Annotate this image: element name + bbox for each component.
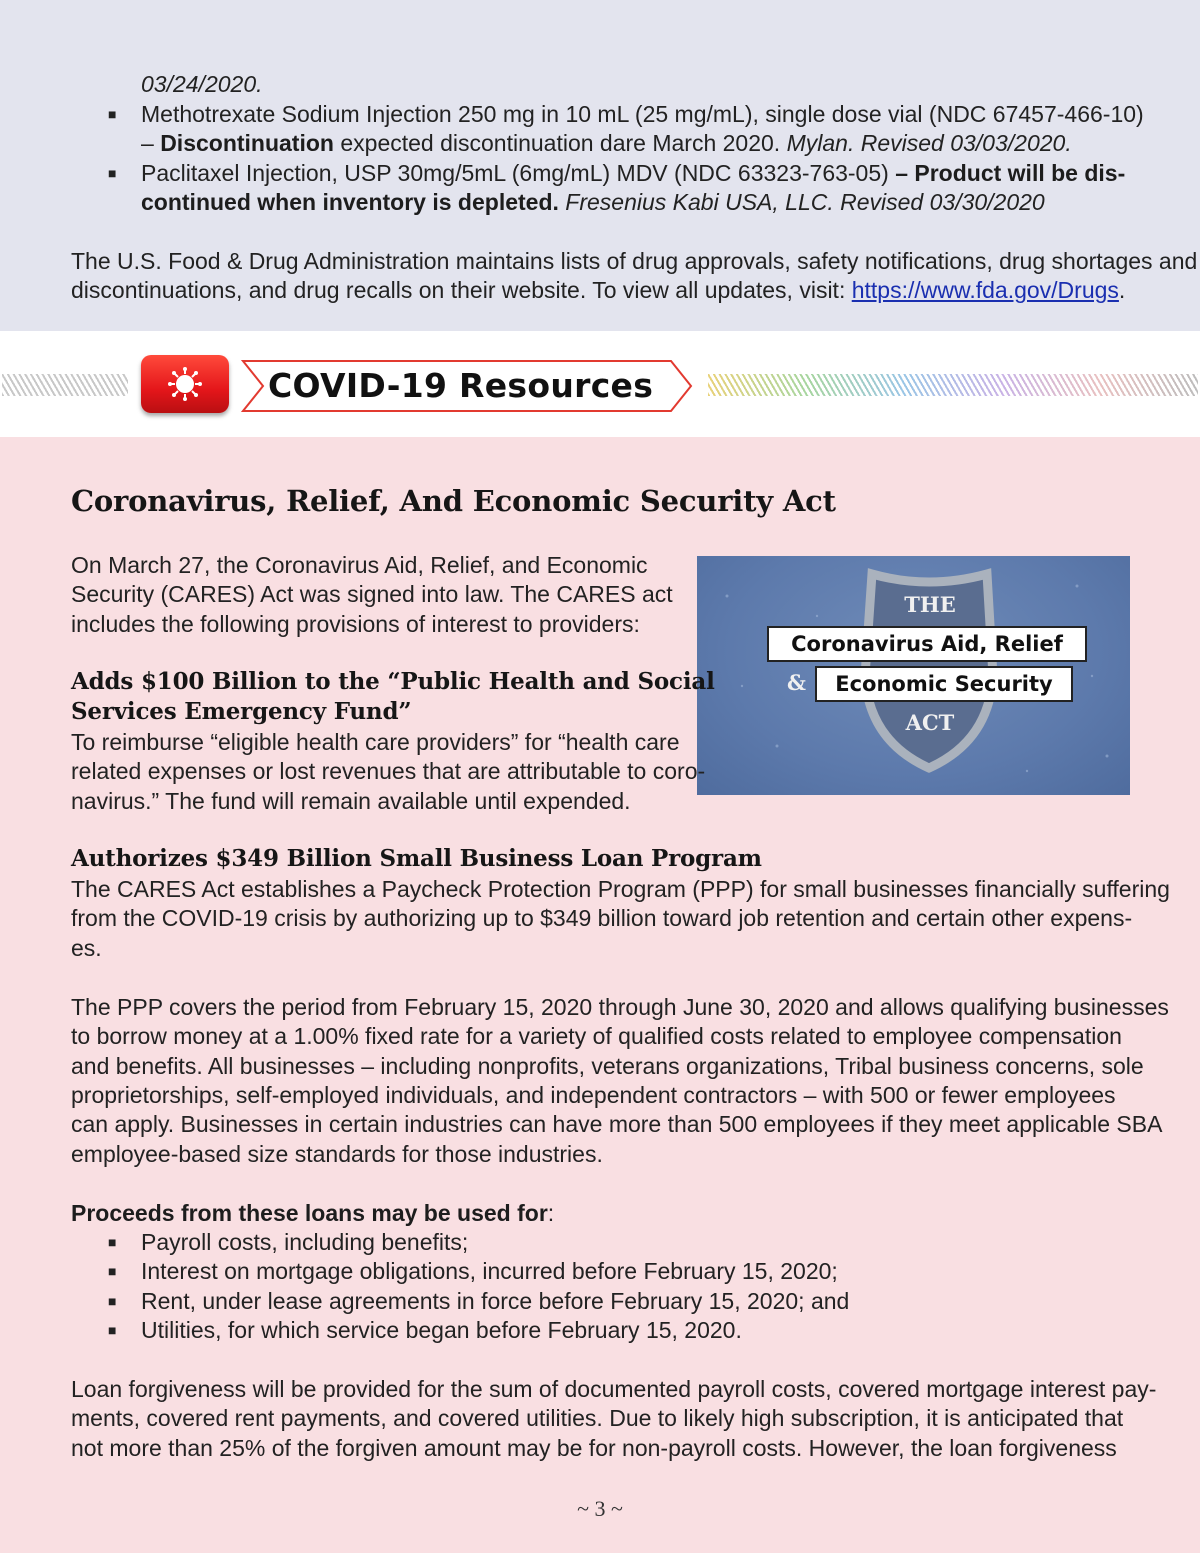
- section2-body-line: es.: [71, 935, 102, 961]
- section2-body-line: from the COVID-19 crisis by authorizing up to $349 billion toward job retention and certain other expens-: [71, 905, 1133, 931]
- proceeds-item: Utilities, for which service began before February 15, 2020.: [141, 1317, 742, 1343]
- intro-line: includes the following provisions of interest to providers:: [71, 611, 640, 637]
- fda-link[interactable]: https://www.fda.gov/Drugs: [851, 277, 1119, 303]
- drug-item-line2: continued when inventory is depleted. Fresenius Kabi USA, LLC. Revised 03/30/2020: [141, 189, 1045, 215]
- section1-heading-line2: Services Emergency Fund”: [71, 698, 412, 725]
- bullet-icon: ■: [108, 106, 117, 122]
- section1-heading-line1: Adds $100 Billion to the “Public Health and Social: [71, 668, 715, 695]
- page-number: ~ 3 ~: [577, 1496, 623, 1521]
- section1-body-line: To reimburse “eligible health care providers” for “health care: [71, 729, 680, 755]
- fda-note-line2: discontinuations, and drug recalls on their website. To view all updates, visit: https://www.fda.gov/Drugs.: [71, 277, 1126, 303]
- banner-title: COVID-19 Resources: [268, 366, 654, 405]
- bullet-icon: ■: [108, 165, 117, 181]
- forgiveness-line: not more than 25% of the forgiven amount may be for non-payroll costs. However, the loan forgiveness: [71, 1435, 1117, 1461]
- section1-body-line: navirus.” The fund will remain available until expended.: [71, 788, 631, 814]
- ppp-line: The PPP covers the period from February 15, 2020 through June 30, 2020 and allows qualifying businesses: [71, 994, 1169, 1020]
- decorative-stripes-right: [708, 374, 1198, 396]
- section2-body-line: The CARES Act establishes a Paycheck Protection Program (PPP) for small businesses financially suffering: [71, 876, 1170, 902]
- bullet-icon: ■: [108, 1263, 117, 1279]
- fda-note-line1: The U.S. Food & Drug Administration maintains lists of drug approvals, safety notifications, drug shortages and: [71, 248, 1198, 274]
- cares-act-image: [697, 556, 1130, 795]
- drug-item-line1: Methotrexate Sodium Injection 250 mg in 10 mL (25 mg/mL), single dose vial (NDC 67457-466-10): [141, 101, 1144, 127]
- article-heading: Coronavirus, Relief, And Economic Security Act: [71, 484, 836, 518]
- ppp-line: proprietorships, self-employed individuals, and independent contractors – with 500 or fewer employees: [71, 1082, 1116, 1108]
- virus-button-icon: [141, 355, 229, 413]
- image-the: THE: [904, 592, 956, 617]
- proceeds-item: Payroll costs, including benefits;: [141, 1229, 469, 1255]
- decorative-stripes-left: [2, 374, 128, 396]
- proceeds-item: Rent, under lease agreements in force before February 15, 2020; and: [141, 1288, 850, 1314]
- image-line2: Economic Security: [815, 666, 1073, 702]
- image-line1: Coronavirus Aid, Relief: [767, 626, 1087, 662]
- bullet-icon: ■: [108, 1322, 117, 1338]
- intro-line: On March 27, the Coronavirus Aid, Relief, and Economic: [71, 552, 648, 578]
- image-amp: &: [787, 670, 806, 695]
- ppp-line: employee-based size standards for those industries.: [71, 1141, 603, 1167]
- section2-heading: Authorizes $349 Billion Small Business Loan Program: [71, 845, 762, 872]
- bullet-icon: ■: [108, 1293, 117, 1309]
- intro-line: Security (CARES) Act was signed into law. The CARES act: [71, 581, 673, 607]
- drug-item-line1: Paclitaxel Injection, USP 30mg/5mL (6mg/mL) MDV (NDC 63323-763-05) – Product will be dis-: [141, 160, 1126, 186]
- forgiveness-line: Loan forgiveness will be provided for the sum of documented payroll costs, covered mortgage interest pay-: [71, 1376, 1157, 1402]
- proceeds-item: Interest on mortgage obligations, incurred before February 15, 2020;: [141, 1258, 838, 1284]
- drug-item-line2: – Discontinuation expected discontinuation dare March 2020. Mylan. Revised 03/03/2020.: [141, 130, 1072, 156]
- ppp-line: to borrow money at a 1.00% fixed rate for a variety of qualified costs related to employee compensation: [71, 1023, 1122, 1049]
- ppp-line: and benefits. All businesses – including nonprofits, veterans organizations, Tribal business concerns, sole: [71, 1053, 1144, 1079]
- date-continuation: 03/24/2020.: [141, 71, 263, 97]
- virus-icon: [141, 355, 229, 413]
- section1-body-line: related expenses or lost revenues that are attributable to coro-: [71, 758, 706, 784]
- proceeds-label: Proceeds from these loans may be used for:: [71, 1200, 555, 1226]
- ppp-line: can apply. Businesses in certain industries can have more than 500 employees if they meet applicable SBA: [71, 1111, 1163, 1137]
- forgiveness-line: ments, covered rent payments, and covered utilities. Due to likely high subscription, it is anticipated that: [71, 1405, 1124, 1431]
- image-act: ACT: [905, 710, 955, 735]
- bullet-icon: ■: [108, 1234, 117, 1250]
